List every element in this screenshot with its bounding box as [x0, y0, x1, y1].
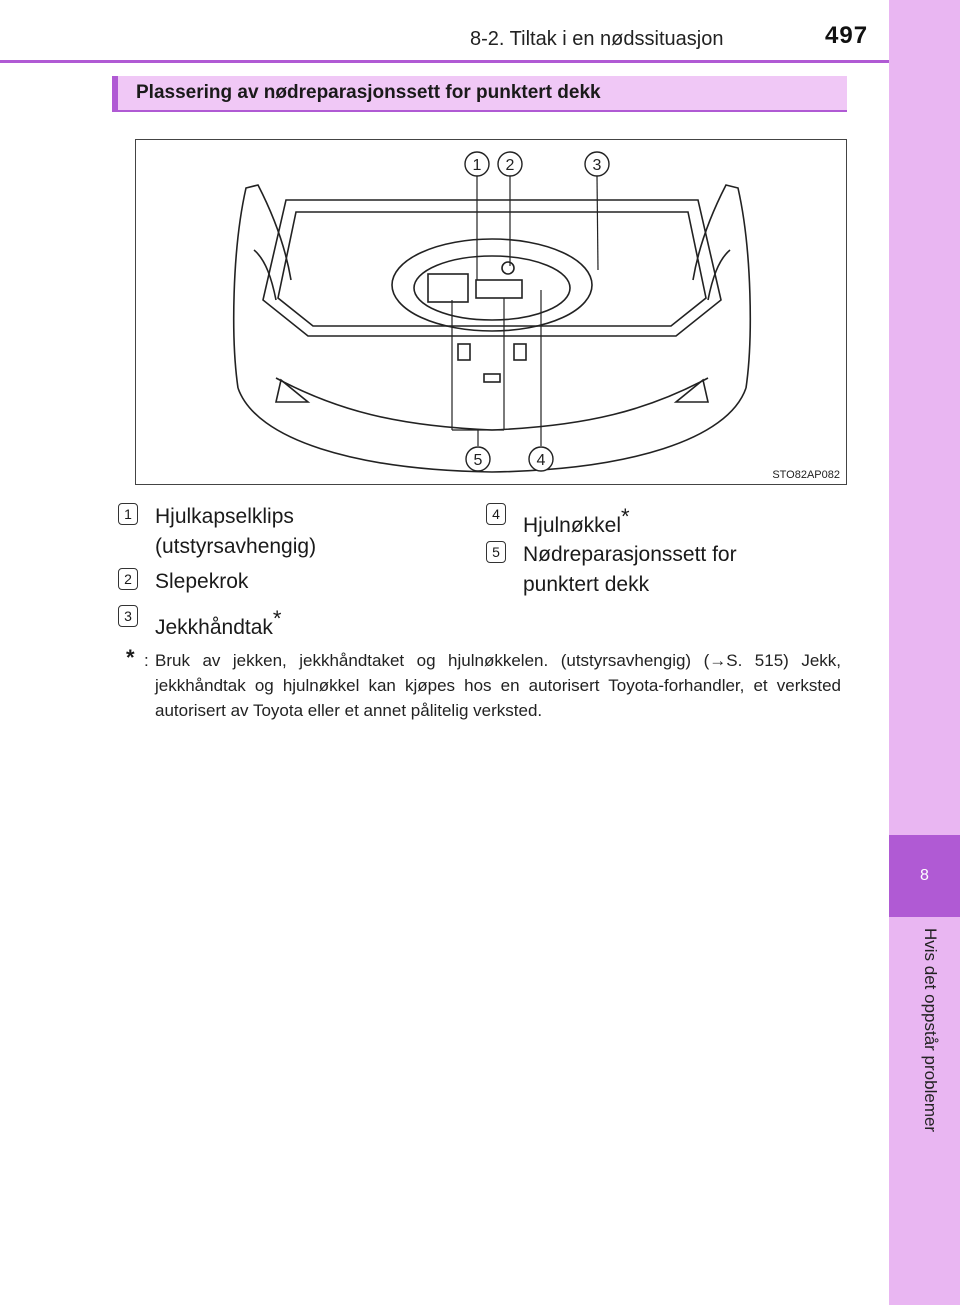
page-number: 497 [825, 22, 869, 49]
running-header-section: 8-2. Tiltak i en nødssituasjon [470, 28, 724, 50]
legend-badge-1: 1 [118, 503, 138, 525]
legend-item-3-star: * [272, 606, 282, 631]
legend-badge-5: 5 [486, 541, 506, 563]
legend-badge-2: 2 [118, 568, 138, 590]
legend-item-2-text: Slepekrok [155, 570, 249, 593]
legend-item-4-text: Hjulnøkkel [523, 514, 622, 537]
callout-1: 1 [472, 157, 482, 174]
trunk-drawing [136, 140, 848, 486]
legend-badge-3: 3 [118, 605, 138, 627]
legend-item-3 [155, 604, 281, 643]
section-title-bar [112, 76, 847, 112]
car-trunk-illustration [135, 139, 847, 485]
callout-4: 4 [536, 452, 546, 469]
footnote [144, 648, 841, 723]
legend-item-1 [155, 502, 316, 562]
chapter-title: Hvis det oppstår problemer [921, 928, 940, 1133]
illustration-code: STO82AP082 [772, 469, 840, 481]
footnote-mark: * [126, 645, 135, 670]
legend-item-1-line2: (utstyrsavhengig) [155, 535, 317, 558]
callout-3: 3 [592, 157, 602, 174]
legend-item-4-star: * [621, 504, 630, 529]
header-rule [0, 60, 889, 63]
callout-2: 2 [505, 157, 515, 174]
footnote-text: Bruk av jekken, jekkhåndtaket og hjulnøkkelen. (utstyrsavhengig) (→S. 515) Jekk, jekkhåndtak og hjulnøkkel kan kjøpes hos en autorisert Toyota-forhandler, et verksted autorisert av Toyota eller et annet pålitelig verksted. [155, 651, 841, 720]
callout-5: 5 [473, 452, 483, 469]
legend-badge-4: 4 [486, 503, 506, 525]
section-title: Plassering av nødreparasjonssett for punktert dekk [136, 82, 601, 103]
legend-item-2 [155, 567, 248, 597]
legend-item-5-line2: punktert dekk [523, 573, 650, 596]
legend-item-1-line1: Hjulkapselklips [155, 505, 294, 528]
chapter-number: 8 [889, 835, 960, 917]
legend-item-4 [523, 502, 630, 541]
legend-item-5-line1: Nødreparasjonssett for [523, 543, 737, 566]
legend-item-5 [523, 540, 737, 600]
legend-item-3-text: Jekkhåndtak [155, 616, 273, 639]
footnote-colon: : [144, 651, 149, 670]
